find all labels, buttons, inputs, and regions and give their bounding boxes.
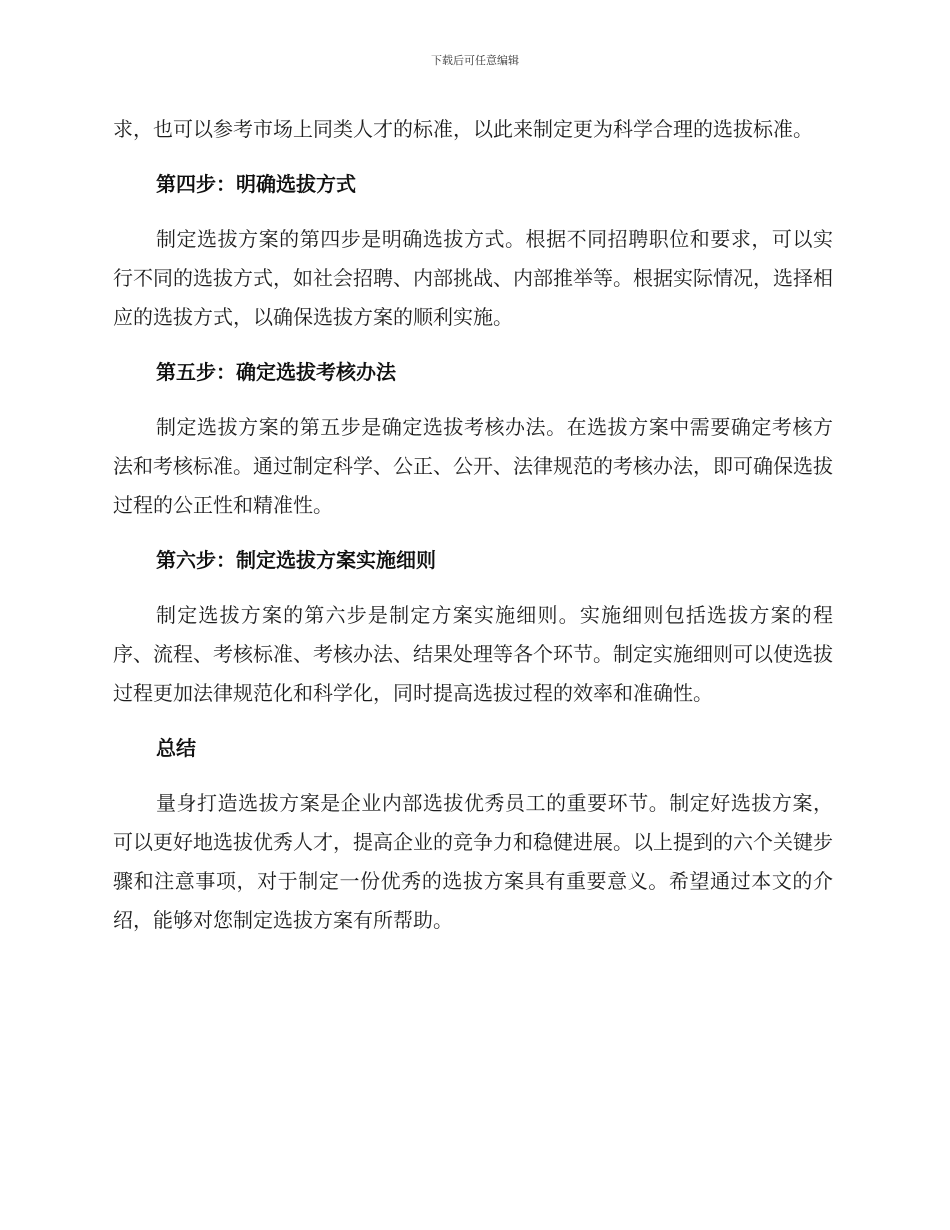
paragraph-summary: 量身打造选拔方案是企业内部选拔优秀员工的重要环节。制定好选拔方案，可以更好地选拔优秀人才，提高企业的竞争力和稳健进展。以上提到的六个关键步骤和注意事项，对于制定一份优秀的选拔方案具有重要意义。希望通过本文的介绍，能够对您制定选拔方案有所帮助。 <box>113 791 833 932</box>
section-heading-step-6: 第六步：制定选拔方案实施细则 <box>156 548 436 572</box>
paragraph-step-6: 制定选拔方案的第六步是制定方案实施细则。实施细则包括选拔方案的程序、流程、考核标准、考核办法、结果处理等各个环节。制定实施细则可以使选拔过程更加法律规范化和科学化，同时提高选拔过程的效率和准确性。 <box>113 603 833 705</box>
section-heading-step-4: 第四步：明确选拔方式 <box>156 172 356 196</box>
section-heading-summary: 总结 <box>156 736 196 760</box>
paragraph-continuation: 求，也可以参考市场上同类人才的标准，以此来制定更为科学合理的选拔标准。 <box>113 117 813 141</box>
section-heading-step-5: 第五步：确定选拔考核办法 <box>156 360 396 384</box>
page-header: 下载后可任意编辑 <box>431 54 519 67</box>
paragraph-step-4: 制定选拔方案的第四步是明确选拔方式。根据不同招聘职位和要求，可以实行不同的选拔方式，如社会招聘、内部挑战、内部推举等。根据实际情况，选择相应的选拔方式，以确保选拔方案的顺利实施。 <box>113 227 833 329</box>
document-body <box>113 110 833 940</box>
paragraph-step-5: 制定选拔方案的第五步是确定选拔考核办法。在选拔方案中需要确定考核方法和考核标准。通过制定科学、公正、公开、法律规范的考核办法，即可确保选拔过程的公正性和精准性。 <box>113 415 833 517</box>
